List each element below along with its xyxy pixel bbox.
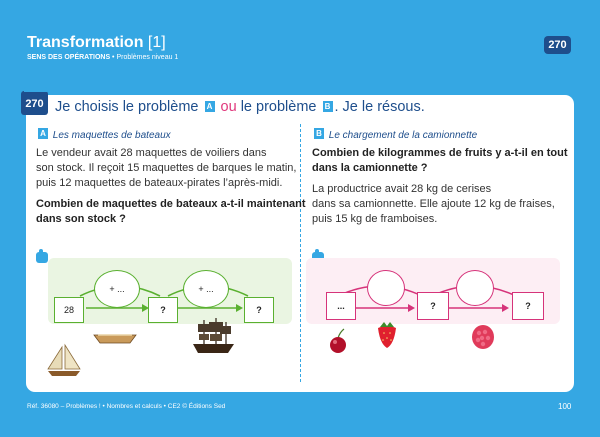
problem-a-question2: dans son stock ? — [36, 213, 126, 225]
tag-b-icon: B — [323, 101, 333, 112]
problem-b-heading-text: Le chargement de la camionnette — [328, 130, 478, 141]
problem-a-start-box — [54, 297, 84, 323]
header-subtitle — [27, 54, 178, 61]
problem-a-heading — [36, 128, 171, 141]
problem-b-start-box: ... — [326, 292, 356, 320]
footer-reference: Réf. 36080 – Problèmes ! • Nombres et calculs • CE2 © Éditions Sed — [27, 403, 226, 410]
cherry-icon — [326, 328, 350, 354]
card-title-part1: Je choisis le problème — [55, 99, 199, 115]
problem-b-op1-oval — [367, 270, 405, 306]
problem-b-op2-oval — [456, 270, 494, 306]
sailboat-icon — [44, 343, 84, 379]
problem-a-heading-text: Les maquettes de bateaux — [52, 130, 171, 141]
header-title-number: [1] — [147, 34, 166, 51]
problem-b-line1: La productrice avait 28 kg de cerises — [312, 183, 492, 195]
card-title — [55, 99, 425, 115]
pirate-ship-icon — [190, 316, 236, 356]
rowboat-icon — [92, 330, 138, 346]
thumbs-up-icon — [36, 252, 48, 263]
page-badge: 270 — [544, 36, 571, 54]
card-title-ou: ou — [220, 99, 237, 115]
problem-a-question — [36, 197, 306, 227]
problem-b-line3: puis 15 kg de framboises. — [312, 213, 438, 225]
problem-b-statement — [312, 182, 555, 227]
problem-b-mid-box: ? — [417, 292, 449, 320]
problem-a-line3: puis 12 maquettes de bateaux-pirates l’après-midi. — [36, 177, 283, 189]
problem-a-op1-oval: + ... — [94, 270, 140, 308]
header-title-text: Transformation — [27, 34, 144, 51]
problem-a-statement — [36, 146, 296, 191]
problem-b-end-box: ? — [512, 292, 544, 320]
problem-b-question1: Combien de kilogrammes de fruits y a-t-il en tout — [312, 147, 568, 159]
header-subtitle-level: • Problèmes niveau 1 — [110, 54, 179, 61]
card-title-part3: . Je le résous. — [334, 99, 425, 115]
problem-a-question1: Combien de maquettes de bateaux a-t-il maintenant — [36, 198, 306, 210]
column-divider — [300, 124, 301, 382]
problem-b-tag-icon: B — [314, 128, 324, 139]
problem-b-question2: dans la camionnette ? — [312, 162, 428, 174]
problem-a-start-value: 28 — [63, 305, 74, 315]
header-subtitle-category: SENS DES OPÉRATIONS — [27, 54, 111, 61]
problem-a-mid-box: ? — [148, 297, 178, 323]
problem-a-line2: son stock. Il reçoit 15 maquettes de barques le matin, — [36, 162, 297, 174]
problem-a-tag-icon: A — [38, 128, 48, 139]
tag-a-icon: A — [205, 101, 215, 112]
card-badge: 270 — [21, 91, 48, 115]
problem-b-question — [312, 146, 567, 176]
strawberry-icon — [374, 318, 400, 350]
raspberry-icon — [470, 322, 496, 350]
footer-page-number: 100 — [558, 402, 572, 411]
problem-a-end-box: ? — [244, 297, 274, 323]
problem-b-heading — [312, 128, 477, 141]
header-title — [27, 34, 166, 52]
problem-a-line1: Le vendeur avait 28 maquettes de voiliers dans — [36, 147, 267, 159]
card-title-part2: le problème — [240, 99, 317, 115]
problem-a-op2-oval: + ... — [183, 270, 229, 308]
problem-b-line2: dans sa camionnette. Elle ajoute 12 kg de fraises, — [312, 198, 555, 210]
